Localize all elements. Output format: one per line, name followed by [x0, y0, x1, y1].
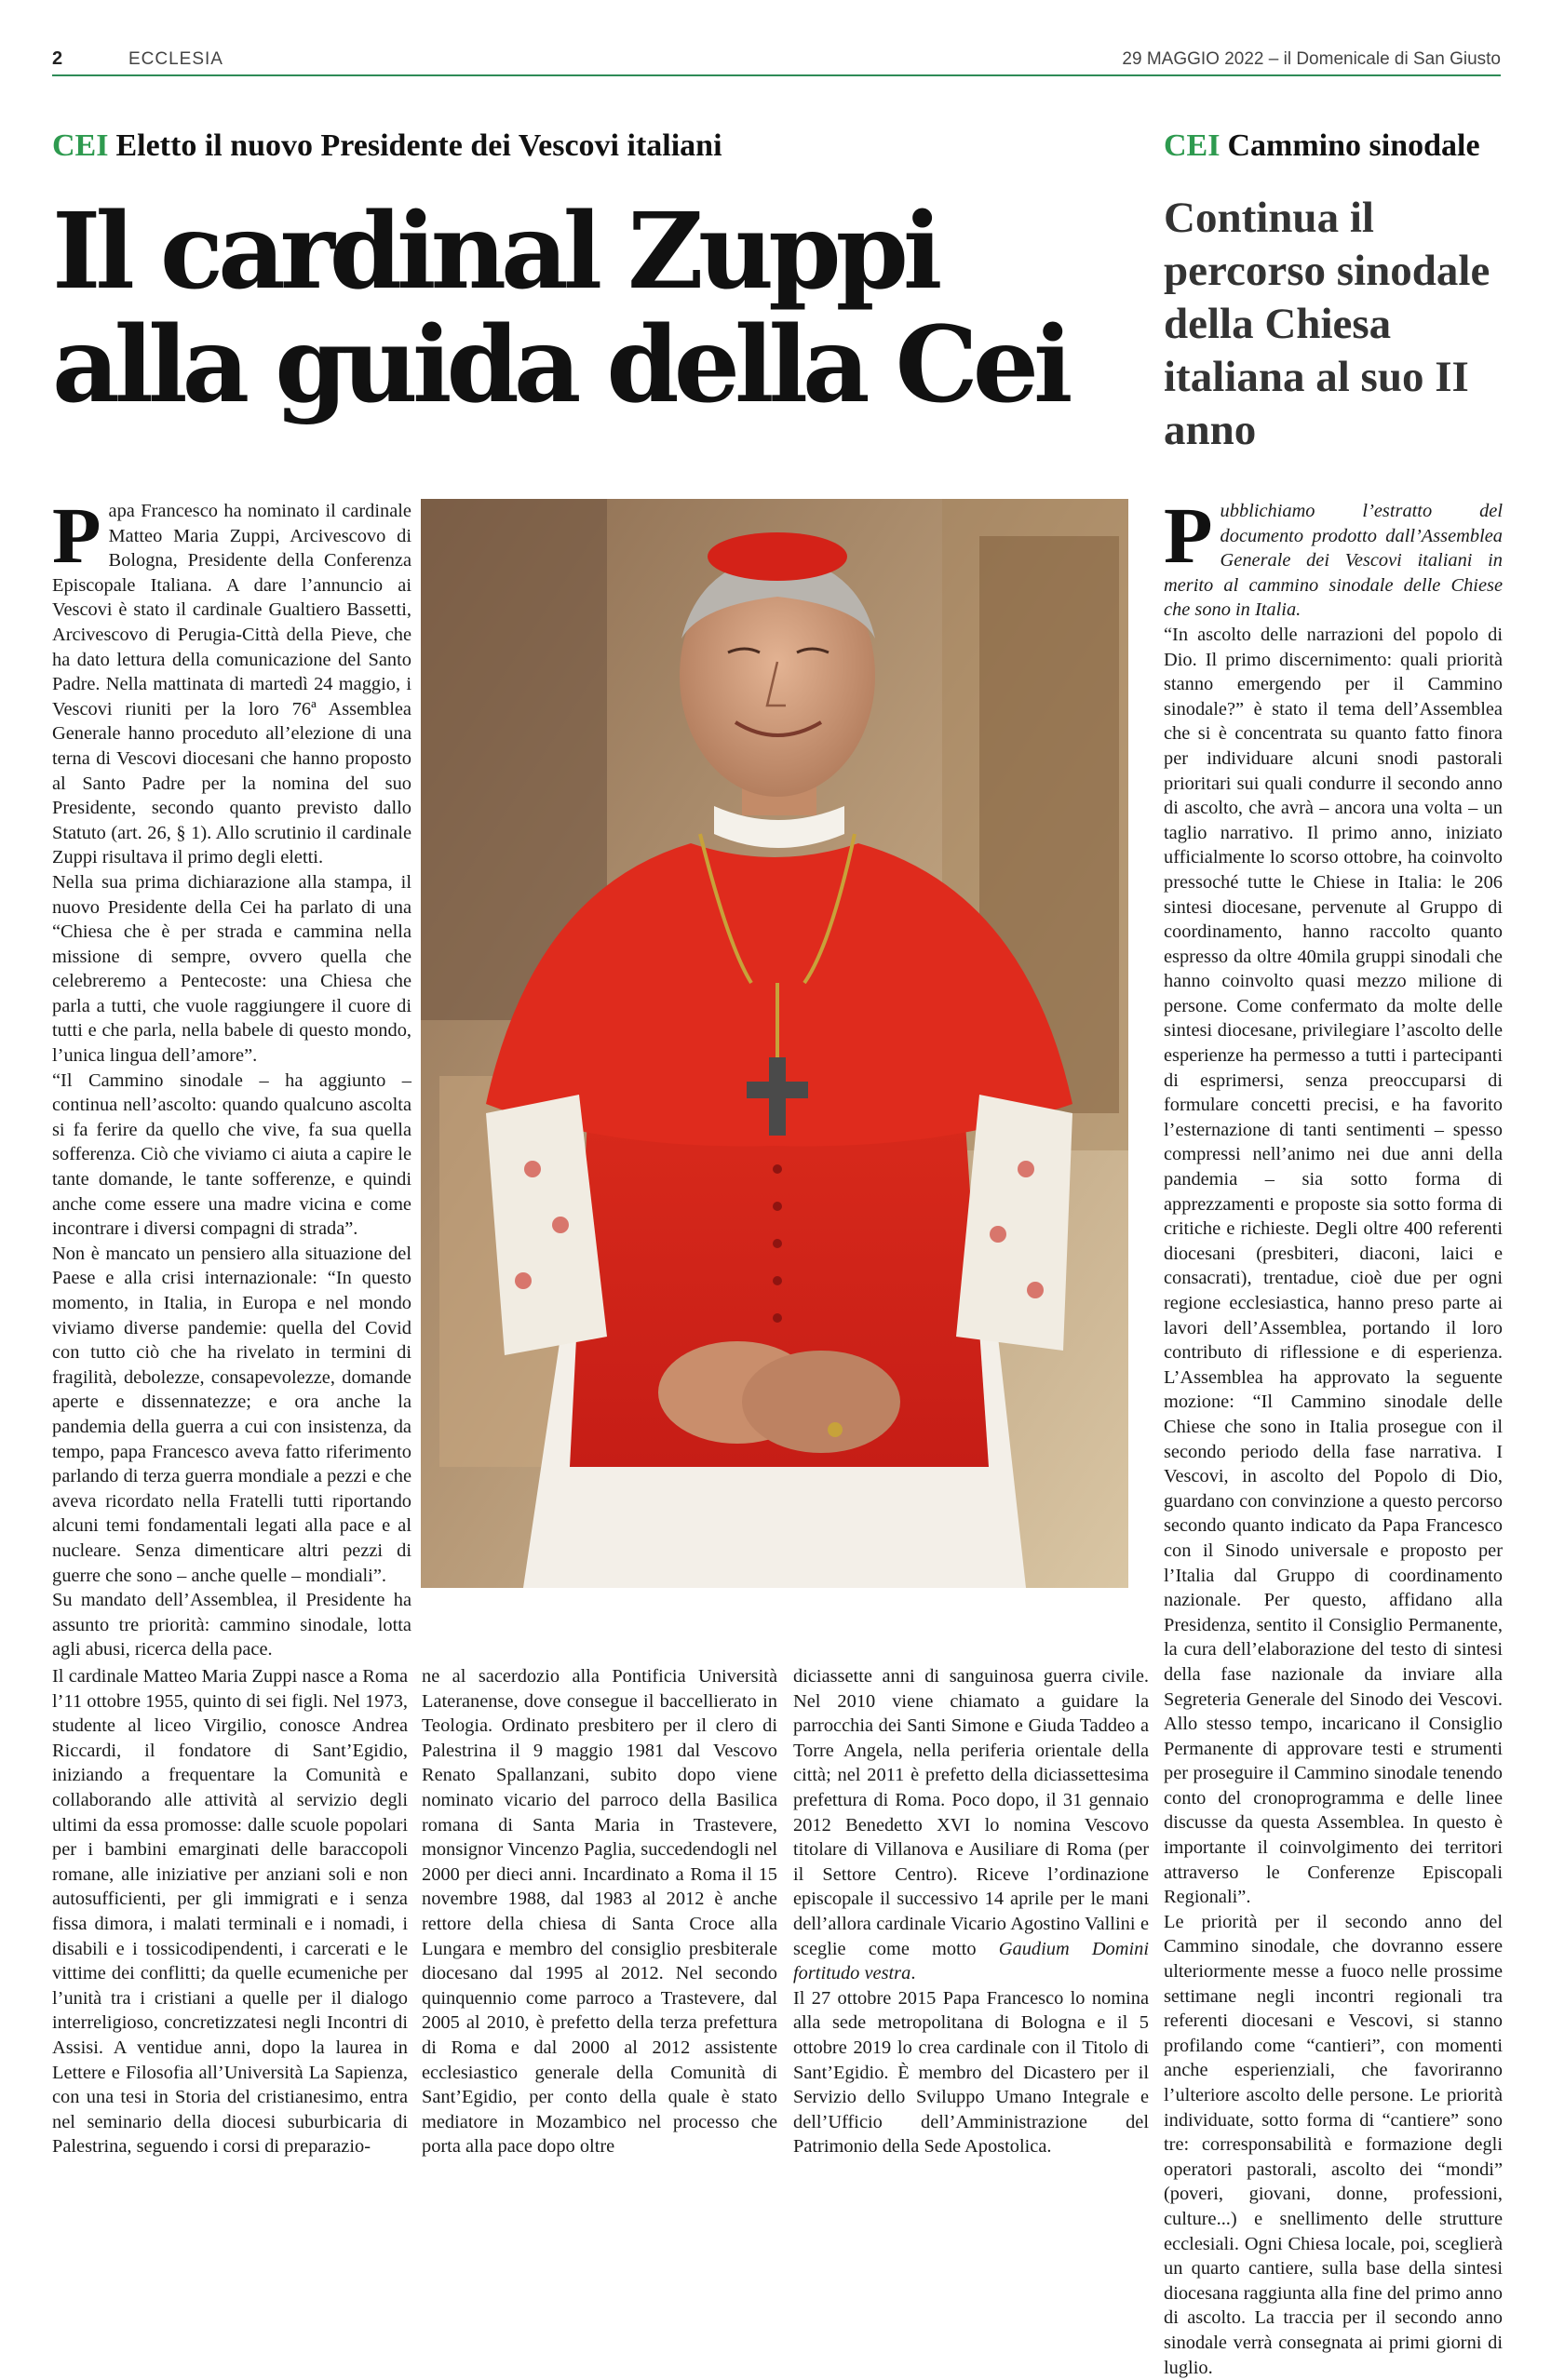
- main-article-bio-column-3: [793, 1664, 1149, 2159]
- main-article-paragraph: Nella sua prima dichiarazione alla stampa, il nuovo Presidente della Cei ha parlato di una “Chiesa che è per strada e cammina nella missione di sempre, ovvero quella che celebreremo a Pentecoste: una Chiesa che parla a tutti, che vuole raggiungere il cuore di tutti e che parla, nella babele di questo mondo, l’unica lingua dell’amore”.: [52, 871, 411, 1067]
- episcopal-motto: Gaudium Domini fortitudo vestra: [793, 1938, 1149, 1984]
- main-article-bio-column-2: [422, 1664, 777, 2159]
- main-article-paragraph: “Il Cammino sinodale – ha aggiunto – continua nell’ascolto: quando qualcuno ascolta si fa ferire da quello che vive, fa sua quella sofferenza. Ciò che viviamo ci aiuta a capire le tante domande, le tante sofferenze, e quindi anche come essere una madre vicina e come incontrare i diversi compagni di strada”.: [52, 1069, 411, 1240]
- page-number: 2: [52, 48, 63, 69]
- main-article-paragraph: Non è mancato un pensiero alla situazione del Paese e alla crisi internazionale: “In questo momento, in Italia, in Europa e nel mondo viviamo diverse pandemie: quella del Covid con tutto ciò che ha rivelato in termini di fragilità, debolezze, consapevolezze, domande aperte e dissennatezze; e ora anche la pandemia della guerra a cui con insistenza, da tempo, papa Francesco aveva fatto riferimento parlando di terza guerra mondiale a pezzi e che aveva ricordato nella Fratelli tutti riportando alcuni temi fondamentali legati alla pace e al nucleare. Senza dimenticare altri pezzi di guerre che sono – anche quelle – mondiali”.: [52, 1243, 411, 1586]
- cardinal-illustration: [421, 499, 1128, 1588]
- side-article-intro: Pubblichiamo l’estratto del documento prodotto dall’Assemblea Generale dei Vescovi italiani in merito al cammino sinodale delle Chiese che sono in Italia.: [1164, 491, 1503, 621]
- side-article-paragraph: Le priorità per il secondo anno del Cammino sinodale, che dovranno essere ulteriormente messe a fuoco nelle prossime settimane negli incontri regionali tra referenti diocesani e Vescovi, si stanno profilando come “cantieri”, con momenti anche esperienziali, che favoriranno l’ulteriore ascolto delle persone. Le priorità individuate, sotto forma di “cantiere” sono tre: corresponsabilità e formazione degli operatori pastorali, ascolto dei “mondi” (poveri, giovani, donne, professioni, culture...) e snellimento delle strutture ecclesiali. Ogni Chiesa locale, poi, sceglierà un quarto cantiere, sulla base della sintesi diocesana raggiunta alla fine del primo anno di ascolto. La traccia per il secondo anno sinodale verrà consegnata ai primi giorni di luglio.: [1164, 1911, 1503, 2378]
- side-headline: Continua il percorso sinodale della Chiesa italiana al suo II anno: [1164, 194, 1490, 454]
- side-kicker-text: Cammino sinodale: [1227, 128, 1480, 163]
- main-headline-line2: alla guida della Cei: [52, 304, 1068, 426]
- main-article-paragraph: Papa Francesco ha nominato il cardinale Matteo Maria Zuppi, Arcivescovo di Bologna, Presidente della Conferenza Episcopale Italiana. A dare l’annuncio ai Vescovi è stato il cardinale Gualtiero Bassetti, Arcivescovo di Perugia-Città della Pieve, che ha dato lettura della comunicazione del Santo Padre. Nella mattinata di martedì 24 maggio, i Vescovi riuniti per la loro 76ª Assemblea Generale hanno proceduto all’elezione di una terna di Vescovi diocesani che hanno proposto al Santo Padre per la nomina del suo Presidente, secondo quanto previsto dallo Statuto (art. 26, § 1). Allo scrutinio il cardinale Zuppi risultava il primo degli eletti.: [52, 491, 411, 868]
- side-article-paragraph: “In ascolto delle narrazioni del popolo di Dio. Il primo discernimento: quali priorità stanno emergendo per il Cammino sinodale?” è stato il tema dell’Assemblea che si è concentrata su quanto fatto finora per individuare alcuni snodi pastorali prioritari sui quali condurre il secondo anno di ascolto, che avrà – ancora una volta – un taglio narrativo. Il primo anno, iniziato ufficialmente lo scorso ottobre, ha coinvolto pressoché tutte le Chiese in Italia: le 206 sintesi diocesane, pervenute al Gruppo di coordinamento, hanno raccolto quanto espresso da oltre 40mila gruppi sinodali che hanno coinvolto quasi mezzo milione di persone. Come confermato da molte delle sintesi diocesane, privilegiare l’ascolto delle esperienze ha permesso a tutti i partecipanti di esprimersi, senza preoccuparsi di formulare concetti precisi, e ha favorito l’esternazione di tanti sentimenti – spesso compressi nell’animo nei due anni della pandemia – sia sotto forma di apprezzamenti e proposte sia sotto forma di critiche e richieste. Degli oltre 400 referenti diocesani (presbiteri, diaconi, laici e consacrati), trentadue, cioè due per ogni regione ecclesiastica, hanno preso parte ai lavori dell’Assemblea, portando il loro contributo di riflessione e di esperienza. L’Assemblea ha approvato la seguente mozione: “Il Cammino sinodale delle Chiese che sono in Italia prosegue con il secondo periodo della fase narrativa. I Vescovi, in ascolto del Popolo di Dio, guardano con convinzione a questo percorso secondo quanto indicato da Papa Francesco con il Sinodo universale e proposto per l’Italia dal Gruppo di coordinamento nazionale. Per questo, affidano alla Presidenza, sentito il Consiglio Permanente, la cura dell’elaborazione del testo di sintesi della fase nazionale da inviare alla Segreteria Generale del Sinodo dei Vescovi. Allo stesso tempo, incaricano il Consiglio Permanente di approvare testi e strumenti per proseguire il Cammino sinodale tenendo conto del cronoprogramma e delle linee discusse da questa Assemblea. In questo è importante il coinvolgimento dei territori attraverso le Conferenze Episcopali Regionali”.: [1164, 624, 1503, 1908]
- bio-paragraph: Il cardinale Matteo Maria Zuppi nasce a Roma l’11 ottobre 1955, quinto di sei figli. Nel 1973, studente al liceo Virgilio, conosce Andrea Riccardi, il fondatore di Sant’Egidio, iniziando a frequentare la Comunità e collaborando alle attività al servizio degli ultimi da essa promosse: dalle scuole popolari per i bambini emarginati delle baraccopoli romane, alle iniziative per anziani soli e non autosufficienti, per gli immigrati e i senza fissa dimora, i malati terminali e i nomadi, i disabili e i tossicodipendenti, i carcerati e le vittime dei conflitti; da quelle ecumeniche per l’unità tra i cristiani a quelle per il dialogo interreligioso, concretizzatesi negli Incontri di Assisi. A ventidue anni, dopo la laurea in Lettere e Filosofia all’Università La Sapienza, con una tesi in Storia del cristianesimo, entra nel seminario della diocesi suburbicaria di Palestrina, seguendo i corsi di preparazio-: [52, 1666, 408, 2158]
- main-article-bio-column-1: [52, 1664, 408, 2159]
- main-kicker-text: Eletto il nuovo Presidente dei Vescovi italiani: [115, 128, 722, 163]
- cardinal-photo: [421, 499, 1128, 1588]
- side-dropcap: P: [1164, 491, 1213, 580]
- bio-paragraph: Il 27 ottobre 2015 Papa Francesco lo nomina alla sede metropolitana di Bologna e il 5 ottobre 2019 lo crea cardinale con il Titolo di Sant’Egidio. È membro del Dicastero per il Servizio dello Sviluppo Umano Integrale e dell’Ufficio dell’Amministrazione del Patrimonio della Sede Apostolica.: [793, 1987, 1149, 2158]
- side-article-column: [1164, 491, 1503, 2380]
- side-kicker-category: CEI: [1164, 128, 1221, 163]
- main-headline-line1: Il cardinal Zuppi: [52, 191, 937, 313]
- header-rule: [52, 74, 1501, 76]
- main-article-paragraph: Su mandato dell’Assemblea, il Presidente ha assunto tre priorità: cammino sinodale, lotta agli abusi, ricerca della pace.: [52, 1590, 411, 1661]
- main-dropcap: P: [52, 491, 101, 580]
- dateline: 29 MAGGIO 2022 – il Domenicale di San Giusto: [1122, 49, 1501, 69]
- bio-paragraph: ne al sacerdozio alla Pontificia Università Lateranense, dove consegue il baccellierato in Teologia. Ordinato presbitero per il clero di Palestrina il 9 maggio 1981 dal Vescovo Renato Spallanzani, subito dopo viene nominato vicario del parroco della Basilica romana di Santa Maria in Trastevere, monsignor Vincenzo Paglia, succedendogli nel 2000 per dieci anni. Incardinato a Roma il 15 novembre 1988, dal 1983 al 2012 è anche rettore della chiesa di Santa Croce alla Lungara e membro del consiglio presbiterale diocesano dal 1995 al 2012. Nel secondo quinquennio come parroco a Trastevere, dal 2005 al 2010, è prefetto della terza prefettura di Roma e dal 2000 al 2012 assistente ecclesiastico generale della Comunità di Sant’Egidio, per conto della quale è stato mediatore in Mozambico nel processo che porta alla pace dopo oltre: [422, 1666, 777, 2158]
- bio-paragraph: diciassette anni di sanguinosa guerra civile. Nel 2010 viene chiamato a guidare la parrocchia dei Santi Simone e Giuda Taddeo a Torre Angela, nella periferia orientale della città; nel 2011 è prefetto della diciassettesima prefettura di Roma. Poco dopo, il 31 gennaio 2012 Benedetto XVI lo nomina Vescovo titolare di Villanova e Ausiliare di Roma (per il Settore Centro). Riceve l’ordinazione episcopale il successivo 14 aprile per le mani dell’allora cardinale Vicario Agostino Vallini e sceglie come motto Gaudium Domini fortitudo vestra.: [793, 1666, 1149, 1984]
- side-kicker: [1164, 128, 1480, 164]
- main-article-column-1: [52, 491, 411, 1662]
- main-kicker: [52, 128, 722, 164]
- main-kicker-category: CEI: [52, 128, 109, 163]
- page-header: [52, 47, 1501, 74]
- section-name: ECCLESIA: [128, 49, 223, 69]
- main-headline: [52, 191, 1132, 426]
